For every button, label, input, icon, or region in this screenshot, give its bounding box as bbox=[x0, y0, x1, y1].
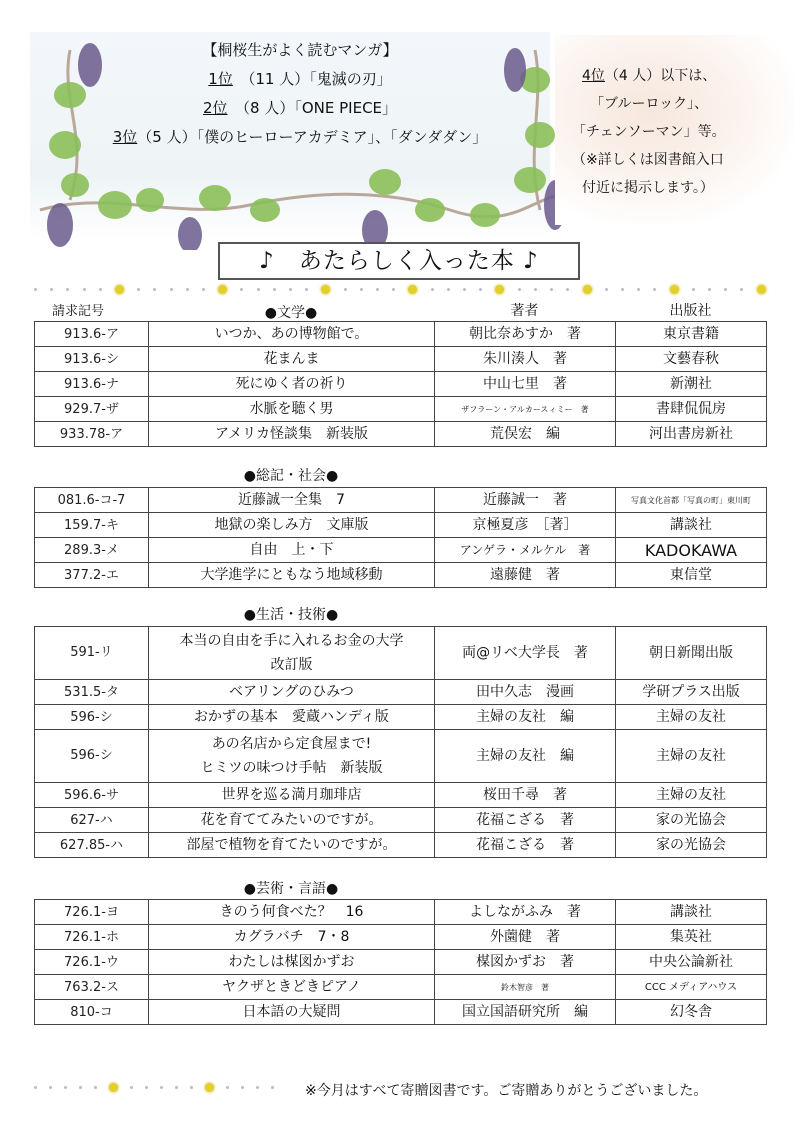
book-author: 桜田千尋 著 bbox=[435, 783, 616, 808]
table-row bbox=[35, 833, 767, 858]
book-publisher: 家の光協会 bbox=[616, 833, 767, 858]
title-line: ヒミツの味つけ手帖 新装版 bbox=[200, 760, 383, 776]
donation-note: ※今月はすべて寄贈図書です。ご寄贈ありがとうございました。 bbox=[305, 1083, 708, 1099]
book-title: 花まんま bbox=[149, 347, 435, 372]
book-title: カグラバチ 7・8 bbox=[149, 925, 435, 950]
book-author: 田中久志 漫画 bbox=[435, 680, 616, 705]
book-title: 部屋で植物を育てたいのですが。 bbox=[149, 833, 435, 858]
book-publisher: 講談社 bbox=[616, 513, 767, 538]
general-society-table bbox=[34, 487, 767, 588]
rank-label: 2位 bbox=[202, 99, 228, 117]
rank-label: 4位 bbox=[582, 68, 605, 84]
category-literature: ●文学● bbox=[264, 305, 318, 321]
title-line: あの名店から定食屋まで! bbox=[211, 736, 372, 752]
table-row bbox=[35, 900, 767, 925]
table-row bbox=[35, 488, 767, 513]
book-author: 花福こざる 著 bbox=[435, 808, 616, 833]
table-row bbox=[35, 422, 767, 447]
book-author: 両@リベ大学長 著 bbox=[435, 627, 616, 680]
book-author: 近藤誠一 著 bbox=[435, 488, 616, 513]
category-life-tech: ●生活・技術● bbox=[243, 607, 339, 623]
book-title: 世界を巡る満月珈琲店 bbox=[149, 783, 435, 808]
call-number: 596-シ bbox=[35, 705, 149, 730]
book-author: よしながふみ 著 bbox=[435, 900, 616, 925]
book-title: わたしは楳図かずお bbox=[149, 950, 435, 975]
table-row bbox=[35, 627, 767, 680]
book-publisher: 中央公論新社 bbox=[616, 950, 767, 975]
book-title: 自由 上・下 bbox=[149, 538, 435, 563]
category-general-society: ●総記・社会● bbox=[243, 468, 339, 484]
table-row bbox=[35, 808, 767, 833]
call-number: 159.7-キ bbox=[35, 513, 149, 538]
table-row bbox=[35, 563, 767, 588]
note-line: 付近に掲示します。） bbox=[582, 180, 714, 196]
book-author: 荒俣宏 編 bbox=[435, 422, 616, 447]
book-publisher: 家の光協会 bbox=[616, 808, 767, 833]
book-title: 水脈を聴く男 bbox=[149, 397, 435, 422]
rank-detail: （8 人）「ONE PIECE」 bbox=[227, 99, 398, 117]
table-row bbox=[35, 950, 767, 975]
book-publisher: KADOKAWA bbox=[616, 538, 767, 563]
book-author: 鈴木智彦 著 bbox=[435, 975, 616, 1000]
book-author: 楳図かずお 著 bbox=[435, 950, 616, 975]
table-row bbox=[35, 538, 767, 563]
book-publisher: CCC メディアハウス bbox=[616, 975, 767, 1000]
book-author: 外薗健 著 bbox=[435, 925, 616, 950]
table-row bbox=[35, 925, 767, 950]
call-number: 377.2-エ bbox=[35, 563, 149, 588]
book-publisher: 主婦の友社 bbox=[616, 705, 767, 730]
book-author: 国立国語研究所 編 bbox=[435, 1000, 616, 1025]
book-title: いつか、あの博物館で。 bbox=[149, 322, 435, 347]
manga-rank-1 bbox=[60, 65, 540, 94]
call-number: 913.6-ア bbox=[35, 322, 149, 347]
book-author: 遠藤健 著 bbox=[435, 563, 616, 588]
rank-label: 3位 bbox=[112, 128, 138, 146]
book-publisher: 講談社 bbox=[616, 900, 767, 925]
note-line: 「チェンソーマン」等。 bbox=[572, 124, 726, 140]
book-title: 大学進学にともなう地域移動 bbox=[149, 563, 435, 588]
book-publisher: 集英社 bbox=[616, 925, 767, 950]
book-author: アンゲラ・メルケル 著 bbox=[435, 538, 616, 563]
book-title bbox=[149, 730, 435, 783]
book-publisher: 朝日新聞出版 bbox=[616, 627, 767, 680]
call-number: 596-シ bbox=[35, 730, 149, 783]
book-author: ザフラーン・アルカースィミー 著 bbox=[435, 397, 616, 422]
call-number: 810-コ bbox=[35, 1000, 149, 1025]
call-number: 726.1-ウ bbox=[35, 950, 149, 975]
book-publisher: 写真文化首都「写真の町」東川町 bbox=[616, 488, 767, 513]
call-number: 531.5-タ bbox=[35, 680, 149, 705]
call-number: 591-リ bbox=[35, 627, 149, 680]
book-publisher: 書肆侃侃房 bbox=[616, 397, 767, 422]
book-title: アメリカ怪談集 新装版 bbox=[149, 422, 435, 447]
column-header-code: 請求記号 bbox=[52, 304, 105, 319]
table-row bbox=[35, 513, 767, 538]
book-author: 京極夏彦 ［著］ bbox=[435, 513, 616, 538]
book-title: ベアリングのひみつ bbox=[149, 680, 435, 705]
book-title: きのう何食べた？ 16 bbox=[149, 900, 435, 925]
book-title: 近藤誠一全集 7 bbox=[149, 488, 435, 513]
book-publisher: 東京書籍 bbox=[616, 322, 767, 347]
call-number: 929.7-ザ bbox=[35, 397, 149, 422]
book-publisher: 学研プラス出版 bbox=[616, 680, 767, 705]
table-row bbox=[35, 397, 767, 422]
literature-table bbox=[34, 321, 767, 447]
title-line: 本当の自由を手に入れるお金の大学 bbox=[179, 633, 404, 649]
book-title bbox=[149, 627, 435, 680]
table-row bbox=[35, 322, 767, 347]
book-author: 花福こざる 著 bbox=[435, 833, 616, 858]
note-line: （4 人）以下は、 bbox=[604, 68, 717, 84]
call-number: 627.85-ハ bbox=[35, 833, 149, 858]
table-row bbox=[35, 730, 767, 783]
rank-detail: （11 人）「鬼滅の刃」 bbox=[232, 70, 392, 88]
life-tech-table bbox=[34, 626, 767, 858]
call-number: 289.3-メ bbox=[35, 538, 149, 563]
book-publisher: 河出書房新社 bbox=[616, 422, 767, 447]
call-number: 726.1-ホ bbox=[35, 925, 149, 950]
title-line: 改訂版 bbox=[270, 657, 313, 673]
column-header-publisher: 出版社 bbox=[669, 303, 712, 319]
call-number: 726.1-ヨ bbox=[35, 900, 149, 925]
book-author: 朱川湊人 著 bbox=[435, 347, 616, 372]
table-row bbox=[35, 680, 767, 705]
book-title: 花を育ててみたいのですが。 bbox=[149, 808, 435, 833]
flower-dot-divider bbox=[34, 282, 766, 296]
rank-label: 1位 bbox=[208, 70, 233, 88]
book-title: おかずの基本 愛蔵ハンディ版 bbox=[149, 705, 435, 730]
manga-rank-3 bbox=[60, 123, 540, 152]
book-title: 地獄の楽しみ方 文庫版 bbox=[149, 513, 435, 538]
page-title: ♪ あたらしく入った本 ♪ bbox=[218, 242, 580, 280]
book-title: 日本語の大疑問 bbox=[149, 1000, 435, 1025]
flower-dot-divider-footer bbox=[34, 1080, 274, 1094]
table-row bbox=[35, 372, 767, 397]
call-number: 596.6-サ bbox=[35, 783, 149, 808]
call-number: 913.6-シ bbox=[35, 347, 149, 372]
table-row bbox=[35, 1000, 767, 1025]
manga-rank-2 bbox=[60, 94, 540, 123]
table-row bbox=[35, 347, 767, 372]
book-publisher: 主婦の友社 bbox=[616, 730, 767, 783]
book-author: 朝比奈あすか 著 bbox=[435, 322, 616, 347]
table-row bbox=[35, 783, 767, 808]
column-header-author: 著者 bbox=[510, 303, 539, 319]
call-number: 763.2-ス bbox=[35, 975, 149, 1000]
manga-rank-4-note bbox=[572, 62, 792, 202]
book-publisher: 新潮社 bbox=[616, 372, 767, 397]
book-publisher: 幻冬舎 bbox=[616, 1000, 767, 1025]
book-publisher: 文藝春秋 bbox=[616, 347, 767, 372]
arts-language-table bbox=[34, 899, 767, 1025]
category-arts-language: ●芸術・言語● bbox=[243, 881, 339, 897]
table-row bbox=[35, 705, 767, 730]
book-publisher: 東信堂 bbox=[616, 563, 767, 588]
book-author: 主婦の友社 編 bbox=[435, 730, 616, 783]
book-title: 死にゆく者の祈り bbox=[149, 372, 435, 397]
call-number: 913.6-ナ bbox=[35, 372, 149, 397]
book-author: 主婦の友社 編 bbox=[435, 705, 616, 730]
note-line: 「ブルーロック」、 bbox=[590, 96, 709, 112]
call-number: 627-ハ bbox=[35, 808, 149, 833]
manga-ranking-heading: 【桐桜生がよく読むマンガ】 bbox=[202, 41, 398, 59]
call-number: 081.6-コ-7 bbox=[35, 488, 149, 513]
book-publisher: 主婦の友社 bbox=[616, 783, 767, 808]
book-title: ヤクザときどきピアノ bbox=[149, 975, 435, 1000]
manga-ranking bbox=[60, 36, 540, 152]
note-line: （※詳しくは図書館入口 bbox=[572, 152, 724, 168]
call-number: 933.78-ア bbox=[35, 422, 149, 447]
book-author: 中山七里 著 bbox=[435, 372, 616, 397]
rank-detail: （5 人）「僕のヒーローアカデミア」、「ダンダダン」 bbox=[137, 128, 488, 146]
table-row bbox=[35, 975, 767, 1000]
